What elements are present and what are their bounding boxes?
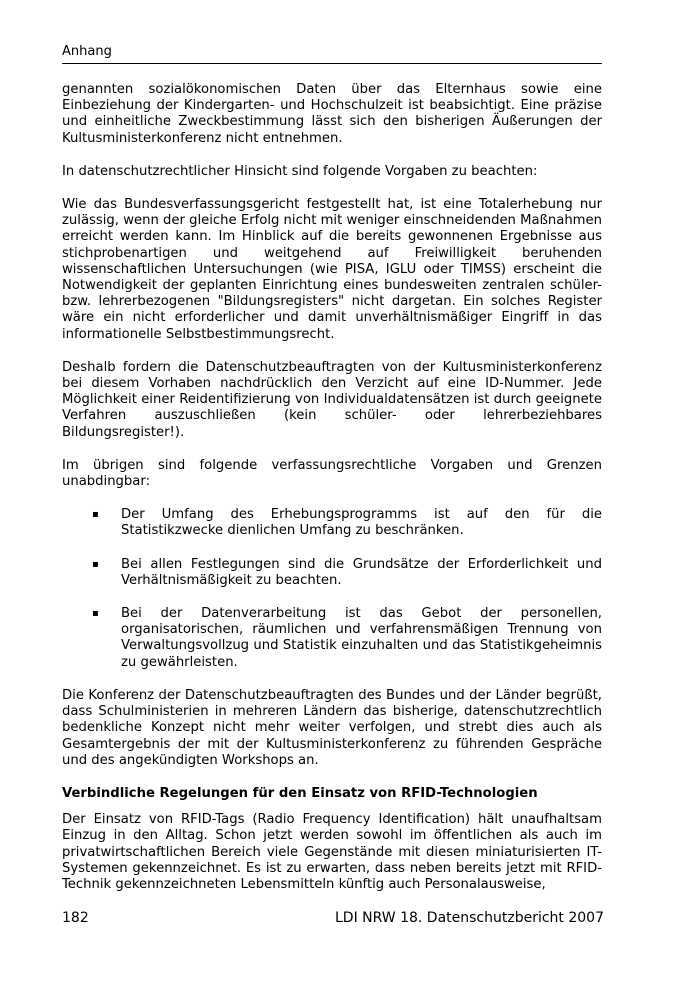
page-number: 182 [62,910,89,926]
list-item-text: Bei der Datenverarbeitung ist das Gebot der personellen, organisatorischen, räumlichen und verfahrensmäßigen Trennung von Verwaltungsvollzug und Statistik einzuhalten und das Statistikgeheimnis zu gewährleisten. [121,606,602,670]
section-paragraph: Der Einsatz von RFID-Tags (Radio Frequency Identification) hält unaufhaltsam Einzug in den Alltag. Schon jetzt werden sowohl im öffentlichen als auch im privatwirtschaftlichen Bereich viele Gegenstände mit diesen miniaturisierten IT-Systemen gekennzeichnet. Es ist zu erwarten, dass neben bereits jetzt mit RFID-Technik gekennzeichneten Lebensmitteln künftig auch Personalausweise, [62,812,602,892]
page-body [62,44,602,910]
list-item [62,507,602,539]
list-item-text: Der Umfang des Erhebungsprogramms ist auf den für die Statistikzwecke dienlichen Umfang zu beschränken. [121,507,602,539]
list-item [62,606,602,671]
paragraph-3: Wie das Bundesverfassungsgericht festgestellt hat, ist eine Totalerhebung nur zulässig, wenn der gleiche Erfolg nicht mit weniger einschneidenden Maßnahmen erreicht werden kann. Im Hinblick auf die bereits gewonnenen Ergebnisse aus stichprobenartigen und weitgehend auf Freiwilligkeit beruhenden wissenschaftlichen Untersuchungen (wie PISA, IGLU oder TIMSS) erscheint die Notwendigkeit der geplanten Einrichtung eines bundesweiten zentralen schüler- bzw. lehrerbezogenen "Bildungsregisters" nicht dargetan. Ein solches Register wäre ein nicht erforderlicher und damit unverhältnismäßiger Eingriff in das informationelle Selbstbestimmungsrecht. [62,197,602,342]
page-footer [62,910,604,926]
closing-paragraph: Die Konferenz der Datenschutzbeauftragten des Bundes und der Länder begrüßt, dass Schulministerien in mehreren Ländern das bisherige, datenschutzrechtlich bedenkliche Konzept nicht mehr weiter verfolgen, und strebt dies auch als Gesamtergebnis der mit der Kultusministerkonferenz zu führenden Gespräche und des angekündigten Workshops an. [62,687,602,768]
paragraph-4: Deshalb fordern die Datenschutzbeauftragten von der Kultusministerkonferenz bei diesem Vorhaben nachdrücklich den Verzicht auf eine ID-Nummer. Jede Möglichkeit einer Reidentifizierung von Individualdatensätzen ist durch geeignete Verfahren auszuschließen (kein schüler- oder lehrerbeziehbares Bildungsregister!). [62,359,602,440]
running-header: Anhang [62,44,602,64]
square-bullet-icon: ▪ [92,608,99,620]
paragraph-5: Im übrigen sind folgende verfassungsrechtliche Vorgaben und Grenzen unabdingbar: [62,457,602,490]
paragraph-2: In datenschutzrechtlicher Hinsicht sind folgende Vorgaben zu beachten: [62,163,538,179]
list-item-text: Bei allen Festlegungen sind die Grundsätze der Erforderlichkeit und Verhältnismäßigkeit zu beachten. [121,556,602,588]
requirements-list [62,507,602,671]
paragraph-1: genannten sozialökonomischen Daten über das Elternhaus sowie eine Einbeziehung der Kindergarten- und Hochschulzeit ist beabsichtigt. Eine präzise und einheitliche Zweckbestimmung lässt sich den bisherigen Äußerungen der Kultusministerkonferenz nicht entnehmen. [62,82,602,146]
publication-title: LDI NRW 18. Datenschutzbericht 2007 [335,910,604,926]
list-item [62,557,602,589]
square-bullet-icon: ▪ [92,558,99,570]
section-heading: Verbindliche Regelungen für den Einsatz von RFID-Technologien [62,785,538,801]
square-bullet-icon: ▪ [92,509,99,521]
